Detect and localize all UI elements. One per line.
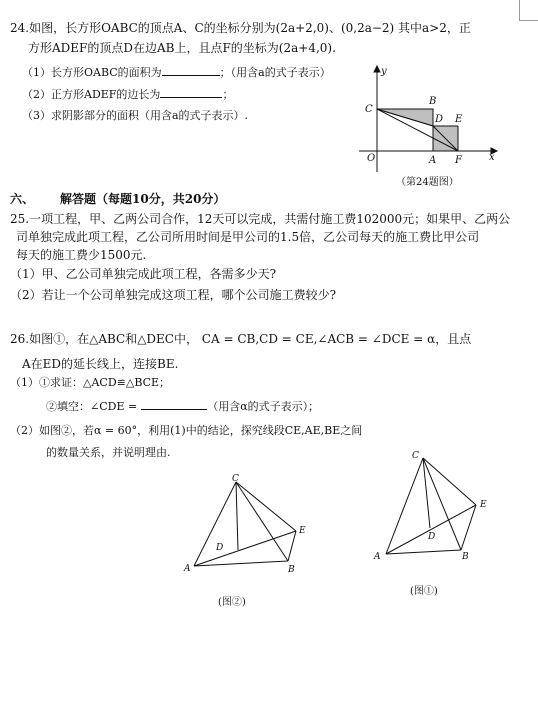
q24-part2-suffix: ； [222,88,234,101]
q25-line1: 25.一项工程，甲、乙两公司合作，12天可以完成，共需付施工费102000元；如果甲、乙两公 [10,212,511,226]
q24-label-A: A [429,155,437,166]
q26-figure2-caption: (图②) [218,597,246,608]
q26-part1b [46,398,319,415]
fig1-segment-CA [386,458,423,554]
q26-line1: 26.如图①，在△ABC和△DEC中， CA = CB,CD = CE,∠ACB = ∠DCE = α，且点 [10,332,472,346]
q24-label-E: E [455,114,463,125]
q24-figure-caption: （第24题图） [396,177,459,188]
fig2-segment-EB [288,531,296,561]
page-corner-fold [519,0,538,21]
q26-figure1-caption: (图①) [410,586,438,597]
q26-figure2 [178,470,318,590]
fig1-segment-AB [386,550,461,554]
fig1-segment-CD [423,458,430,528]
q26-part1b-text: ②填空：∠CDE = [46,400,138,413]
section-six-number: 六、 [10,192,35,206]
q24-part1 [22,64,331,81]
section-six-heading [10,191,225,207]
fig2-label-D: D [216,543,224,553]
q25-part1: （1）甲、乙公司单独完成此项工程，各需多少天? [10,267,277,281]
fig2-segment-CD [236,482,238,550]
q24-stem-line1: 24.如图，长方形OABC的顶点A、C的坐标分别为(2a+2,0)、(0,2a−2) 其中a>2，正 [10,21,471,35]
fig1-label-D: D [428,532,436,542]
q24-part1-answer-blank[interactable] [162,64,220,76]
fig1-label-A: A [374,552,381,562]
fig1-label-C: C [412,451,419,461]
fig2-label-C: C [232,474,239,484]
q24-label-C: C [365,104,373,115]
fig1-segment-CE [423,458,476,505]
q26-figure1 [368,446,498,566]
q24-part2-answer-blank[interactable] [160,86,222,98]
fig2-label-B: B [288,565,295,575]
fig2-segment-AB [194,561,288,566]
q24-stem-line2: 方形ADEF的顶点D在边AB上，且点F的坐标为(2a+4,0). [28,41,336,55]
fig2-label-E: E [299,526,306,536]
q25-line2: 司单独完成此项工程，乙公司所用时间是甲公司的1.5倍，乙公司每天的施工费比甲公司 [16,230,480,244]
fig1-label-B: B [462,552,469,562]
q24-label-x: x [489,152,495,163]
q25-part2: （2）若让一个公司单独完成这项工程，哪个公司施工费较少? [10,288,337,302]
fig2-segment-CE [236,482,296,531]
q24-label-D: D [435,114,444,125]
q26-part1b-answer-blank[interactable] [141,398,207,410]
q26-line2: A在ED的延长线上，连接BE. [22,357,179,371]
q24-figure [355,62,500,187]
q25-line3: 每天的施工费少1500元. [16,248,147,262]
q24-label-B: B [429,96,437,107]
q26-part2-line1: （2）如图②，若α = 60°，利用(1)中的结论，探究线段CE,AE,BE之间 [10,424,363,437]
q26-part1b-suffix: （用含α的式子表示）； [207,400,320,413]
q24-y-axis-arrow [374,66,380,72]
q26-part2-line2: 的数量关系，并说明理由. [46,446,171,459]
q24-part1-suffix: ；（用含a的式子表示） [219,66,331,79]
q24-part1-text: （1）长方形OABC的面积为 [22,66,162,79]
section-six-title: 解答题（每题10分，共20分） [60,192,226,206]
q24-part2-text: （2）正方形ADEF的边长为 [22,88,161,101]
q24-label-O: O [367,153,376,164]
q26-part1: （1）①求证：△ACD≌△BCE； [10,376,171,389]
q24-part3: （3）求阴影部分的面积（用含a的式子表示）. [22,109,249,122]
q24-label-F: F [455,155,462,166]
q24-label-y: y [381,66,387,77]
fig2-label-A: A [184,564,191,574]
q24-part2 [22,86,233,103]
fig1-label-E: E [480,500,487,510]
